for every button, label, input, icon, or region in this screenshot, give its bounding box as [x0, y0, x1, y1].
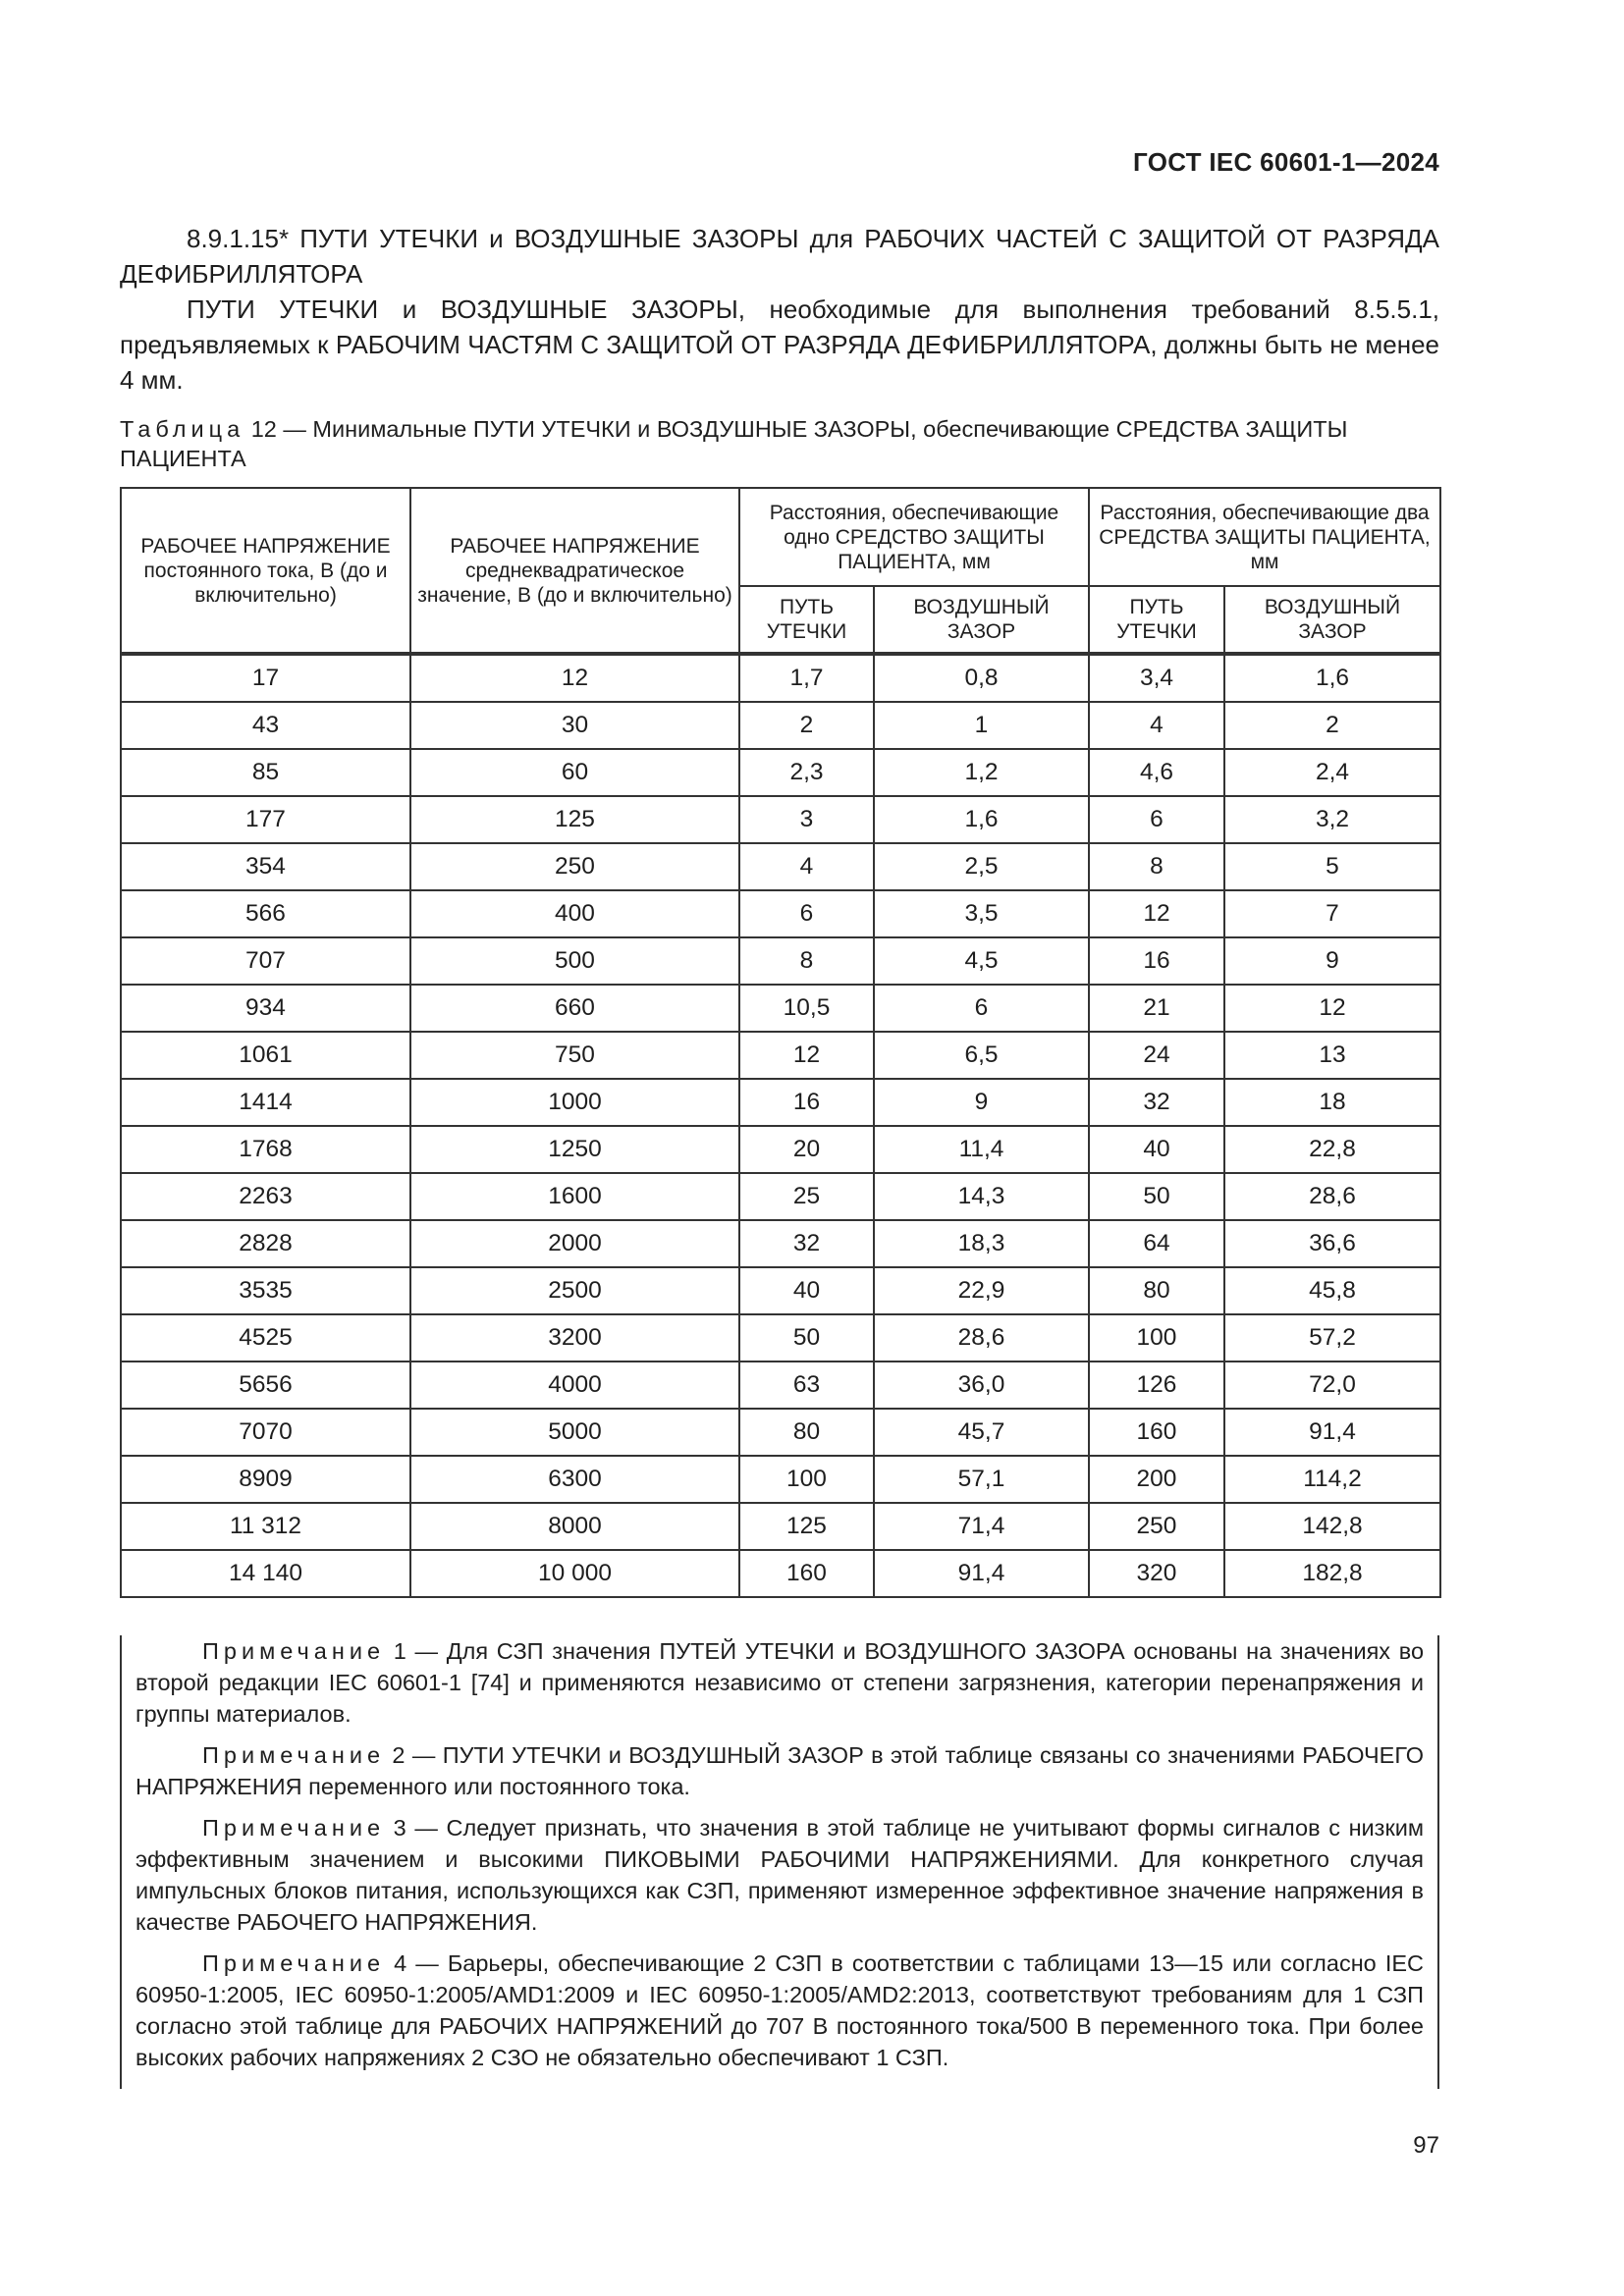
table-cell: 10 000 [410, 1550, 739, 1597]
table-row [121, 1409, 1440, 1456]
note-number: 3 [393, 1815, 406, 1841]
table-cell: 566 [121, 890, 410, 937]
header-creepage-2: ПУТЬ УТЕЧКИ [1089, 586, 1224, 654]
table-row [121, 937, 1440, 985]
table-cell: 91,4 [1224, 1409, 1440, 1456]
table-cell: 4525 [121, 1314, 410, 1362]
table-cell: 1,6 [874, 796, 1089, 843]
table-cell: 3,5 [874, 890, 1089, 937]
table-cell: 71,4 [874, 1503, 1089, 1550]
table-cell: 50 [1089, 1173, 1224, 1220]
note-number: 4 [394, 1950, 407, 1976]
table-cell: 114,2 [1224, 1456, 1440, 1503]
table-cell: 1,7 [739, 654, 874, 702]
table-cell: 7070 [121, 1409, 410, 1456]
standard-header: ГОСТ IEC 60601-1—2024 [1133, 147, 1439, 177]
table-cell: 11,4 [874, 1126, 1089, 1173]
table-cell: 750 [410, 1032, 739, 1079]
note-label: Примечание [202, 1742, 386, 1768]
table-cell: 91,4 [874, 1550, 1089, 1597]
table-cell: 32 [1089, 1079, 1224, 1126]
table-cell: 6 [874, 985, 1089, 1032]
note-1 [135, 1635, 1424, 1730]
table-row [121, 1314, 1440, 1362]
table-cell: 6300 [410, 1456, 739, 1503]
table-cell: 6,5 [874, 1032, 1089, 1079]
table-row [121, 702, 1440, 749]
table-caption-text: 12 — Минимальные ПУТИ УТЕЧКИ и ВОЗДУШНЫЕ ЗАЗОРЫ, обеспечивающие СРЕДСТВА ЗАЩИТЫ ПАЦИЕНТА [120, 416, 1348, 471]
table-cell: 1,2 [874, 749, 1089, 796]
table-cell: 1 [874, 702, 1089, 749]
note-number: 1 [393, 1638, 406, 1664]
table-cell: 12 [1089, 890, 1224, 937]
table-cell: 1600 [410, 1173, 739, 1220]
table-row [121, 796, 1440, 843]
table-row [121, 654, 1440, 702]
table-cell: 24 [1089, 1032, 1224, 1079]
table-cell: 100 [1089, 1314, 1224, 1362]
table-cell: 8909 [121, 1456, 410, 1503]
table-cell: 16 [1089, 937, 1224, 985]
table-row [121, 1267, 1440, 1314]
table-cell: 2,4 [1224, 749, 1440, 796]
note-4 [135, 1948, 1424, 2073]
table-cell: 1768 [121, 1126, 410, 1173]
note-text: — Барьеры, обеспечивающие 2 СЗП в соответствии с таблицами 13—15 или согласно IEC 60950-1:2005, IEC 60950-1:2005/AMD1:2009 и IEC 60950-1:2005/AMD2:2013, соответствуют требованиям для 1 СЗП согласно этой таблице для РАБОЧИХ НАПРЯЖЕНИЙ до 707 В постоянного тока/500 В переменного тока. При более высоких рабочих напряжениях 2 СЗО не обязательно обеспечивают 1 СЗП. [135, 1950, 1424, 2070]
table-cell: 182,8 [1224, 1550, 1440, 1597]
table-notes [120, 1635, 1439, 2089]
table-row [121, 890, 1440, 937]
table-cell: 5 [1224, 843, 1440, 890]
table-header [121, 488, 1440, 654]
table-row [121, 1173, 1440, 1220]
table-cell: 25 [739, 1173, 874, 1220]
table-cell: 64 [1089, 1220, 1224, 1267]
table-cell: 160 [739, 1550, 874, 1597]
note-3 [135, 1812, 1424, 1938]
table-cell: 14,3 [874, 1173, 1089, 1220]
table-cell: 500 [410, 937, 739, 985]
table-cell: 200 [1089, 1456, 1224, 1503]
table-cell: 12 [1224, 985, 1440, 1032]
table-cell: 80 [1089, 1267, 1224, 1314]
table-cell: 6 [739, 890, 874, 937]
table-cell: 1250 [410, 1126, 739, 1173]
table-cell: 1061 [121, 1032, 410, 1079]
note-text: — ПУТИ УТЕЧКИ и ВОЗДУШНЫЙ ЗАЗОР в этой таблице связаны со значениями РАБОЧЕГО НАПРЯЖЕНИЯ переменного или постоянного тока. [135, 1742, 1424, 1799]
table-cell: 2 [1224, 702, 1440, 749]
table-cell: 177 [121, 796, 410, 843]
table-cell: 45,8 [1224, 1267, 1440, 1314]
table-cell: 60 [410, 749, 739, 796]
table-cell: 36,0 [874, 1362, 1089, 1409]
table-cell: 250 [410, 843, 739, 890]
table-cell: 11 312 [121, 1503, 410, 1550]
table-cell: 4 [739, 843, 874, 890]
table-cell: 1000 [410, 1079, 739, 1126]
table-cell: 6 [1089, 796, 1224, 843]
table-cell: 3,2 [1224, 796, 1440, 843]
table-cell: 2 [739, 702, 874, 749]
table-cell: 2500 [410, 1267, 739, 1314]
table-cell: 4 [1089, 702, 1224, 749]
note-label: Примечание [202, 1638, 386, 1664]
table-row [121, 985, 1440, 1032]
table-row [121, 1079, 1440, 1126]
table-cell: 40 [739, 1267, 874, 1314]
table-cell: 8000 [410, 1503, 739, 1550]
table-caption [120, 414, 1439, 473]
table-cell: 50 [739, 1314, 874, 1362]
table-cell: 12 [410, 654, 739, 702]
table-cell: 40 [1089, 1126, 1224, 1173]
table-cell: 0,8 [874, 654, 1089, 702]
table-cell: 57,2 [1224, 1314, 1440, 1362]
table-cell: 18,3 [874, 1220, 1089, 1267]
header-dc-voltage: РАБОЧЕЕ НАПРЯЖЕНИЕ постоянного тока, В (до и включительно) [121, 488, 410, 654]
table-cell: 36,6 [1224, 1220, 1440, 1267]
table-cell: 126 [1089, 1362, 1224, 1409]
table-cell: 63 [739, 1362, 874, 1409]
table-cell: 72,0 [1224, 1362, 1440, 1409]
header-rms-voltage: РАБОЧЕЕ НАПРЯЖЕНИЕ среднеквадратическое значение, В (до и включительно) [410, 488, 739, 654]
table-cell: 10,5 [739, 985, 874, 1032]
table-cell: 7 [1224, 890, 1440, 937]
table-cell: 4,5 [874, 937, 1089, 985]
table-row [121, 1550, 1440, 1597]
table-row [121, 1032, 1440, 1079]
table-cell: 14 140 [121, 1550, 410, 1597]
table-cell: 1,6 [1224, 654, 1440, 702]
table-cell: 400 [410, 890, 739, 937]
table-cell: 32 [739, 1220, 874, 1267]
table-cell: 2000 [410, 1220, 739, 1267]
clearance-table [120, 487, 1441, 1598]
table-cell: 12 [739, 1032, 874, 1079]
table-cell: 2263 [121, 1173, 410, 1220]
note-2 [135, 1739, 1424, 1802]
table-cell: 28,6 [874, 1314, 1089, 1362]
table-cell: 2,3 [739, 749, 874, 796]
table-cell: 2,5 [874, 843, 1089, 890]
table-cell: 2828 [121, 1220, 410, 1267]
header-clearance-1: ВОЗДУШНЫЙ ЗАЗОР [874, 586, 1089, 654]
table-row [121, 1503, 1440, 1550]
table-cell: 160 [1089, 1409, 1224, 1456]
table-cell: 142,8 [1224, 1503, 1440, 1550]
table-row [121, 749, 1440, 796]
table-cell: 3535 [121, 1267, 410, 1314]
table-cell: 30 [410, 702, 739, 749]
table-row [121, 1126, 1440, 1173]
table-cell: 18 [1224, 1079, 1440, 1126]
table-cell: 4,6 [1089, 749, 1224, 796]
note-label: Примечание [202, 1815, 386, 1841]
table-caption-label: Таблица [120, 416, 245, 442]
table-cell: 13 [1224, 1032, 1440, 1079]
table-cell: 354 [121, 843, 410, 890]
note-number: 2 [392, 1742, 406, 1768]
table-cell: 28,6 [1224, 1173, 1440, 1220]
table-cell: 3 [739, 796, 874, 843]
table-cell: 8 [1089, 843, 1224, 890]
table-row [121, 1220, 1440, 1267]
clause-body: ПУТИ УТЕЧКИ и ВОЗДУШНЫЕ ЗАЗОРЫ, необходимые для выполнения требований 8.5.5.1, предъявляемых к РАБОЧИМ ЧАСТЯМ С ЗАЩИТОЙ ОТ РАЗРЯДА ДЕФИБРИЛЛЯТОРА, должны быть не менее 4 мм. [120, 294, 1439, 395]
table-cell: 250 [1089, 1503, 1224, 1550]
table-row [121, 1362, 1440, 1409]
table-cell: 5656 [121, 1362, 410, 1409]
table-cell: 125 [739, 1503, 874, 1550]
table-row [121, 843, 1440, 890]
clause-title: 8.9.1.15* ПУТИ УТЕЧКИ и ВОЗДУШНЫЕ ЗАЗОРЫ для РАБОЧИХ ЧАСТЕЙ С ЗАЩИТОЙ ОТ РАЗРЯДА ДЕФИБРИЛЛЯТОРА [120, 224, 1439, 289]
table-cell: 660 [410, 985, 739, 1032]
table-cell: 43 [121, 702, 410, 749]
page-number: 97 [1413, 2132, 1439, 2159]
table-row [121, 1456, 1440, 1503]
table-cell: 100 [739, 1456, 874, 1503]
table-cell: 16 [739, 1079, 874, 1126]
table-cell: 3200 [410, 1314, 739, 1362]
table-cell: 17 [121, 654, 410, 702]
table-cell: 21 [1089, 985, 1224, 1032]
table-cell: 80 [739, 1409, 874, 1456]
table-cell: 85 [121, 749, 410, 796]
table-cell: 1414 [121, 1079, 410, 1126]
table-cell: 45,7 [874, 1409, 1089, 1456]
table-cell: 320 [1089, 1550, 1224, 1597]
note-text: — Для СЗП значения ПУТЕЙ УТЕЧКИ и ВОЗДУШНОГО ЗАЗОРА основаны на значениях во второй редакции IEC 60601-1 [74] и применяются независимо от степени загрязнения, категории перенапряжения и группы материалов. [135, 1638, 1425, 1727]
table-cell: 9 [874, 1079, 1089, 1126]
table-cell: 20 [739, 1126, 874, 1173]
header-clearance-2: ВОЗДУШНЫЙ ЗАЗОР [1224, 586, 1440, 654]
table-cell: 125 [410, 796, 739, 843]
table-cell: 22,8 [1224, 1126, 1440, 1173]
note-text: — Следует признать, что значения в этой таблице не учитывают формы сигналов с низким эффективным значением и высокими ПИКОВЫМИ РАБОЧИМИ НАПРЯЖЕНИЯМИ. Для конкретного случая импульсных блоков питания, использующихся как СЗП, применяют измеренное эффективное значение напряжения в качестве РАБОЧЕГО НАПРЯЖЕНИЯ. [135, 1815, 1425, 1935]
table-cell: 9 [1224, 937, 1440, 985]
table-cell: 57,1 [874, 1456, 1089, 1503]
table-cell: 22,9 [874, 1267, 1089, 1314]
table-cell: 5000 [410, 1409, 739, 1456]
table-body [121, 654, 1440, 1597]
table-cell: 934 [121, 985, 410, 1032]
note-label: Примечание [202, 1950, 386, 1976]
table-cell: 4000 [410, 1362, 739, 1409]
header-creepage-1: ПУТЬ УТЕЧКИ [739, 586, 874, 654]
header-one-mopp: Расстояния, обеспечивающие одно СРЕДСТВО ЗАЩИТЫ ПАЦИЕНТА, мм [739, 488, 1089, 586]
table-cell: 3,4 [1089, 654, 1224, 702]
table-cell: 8 [739, 937, 874, 985]
header-two-mopp: Расстояния, обеспечивающие два СРЕДСТВА ЗАЩИТЫ ПАЦИЕНТА, мм [1089, 488, 1440, 586]
table-cell: 707 [121, 937, 410, 985]
